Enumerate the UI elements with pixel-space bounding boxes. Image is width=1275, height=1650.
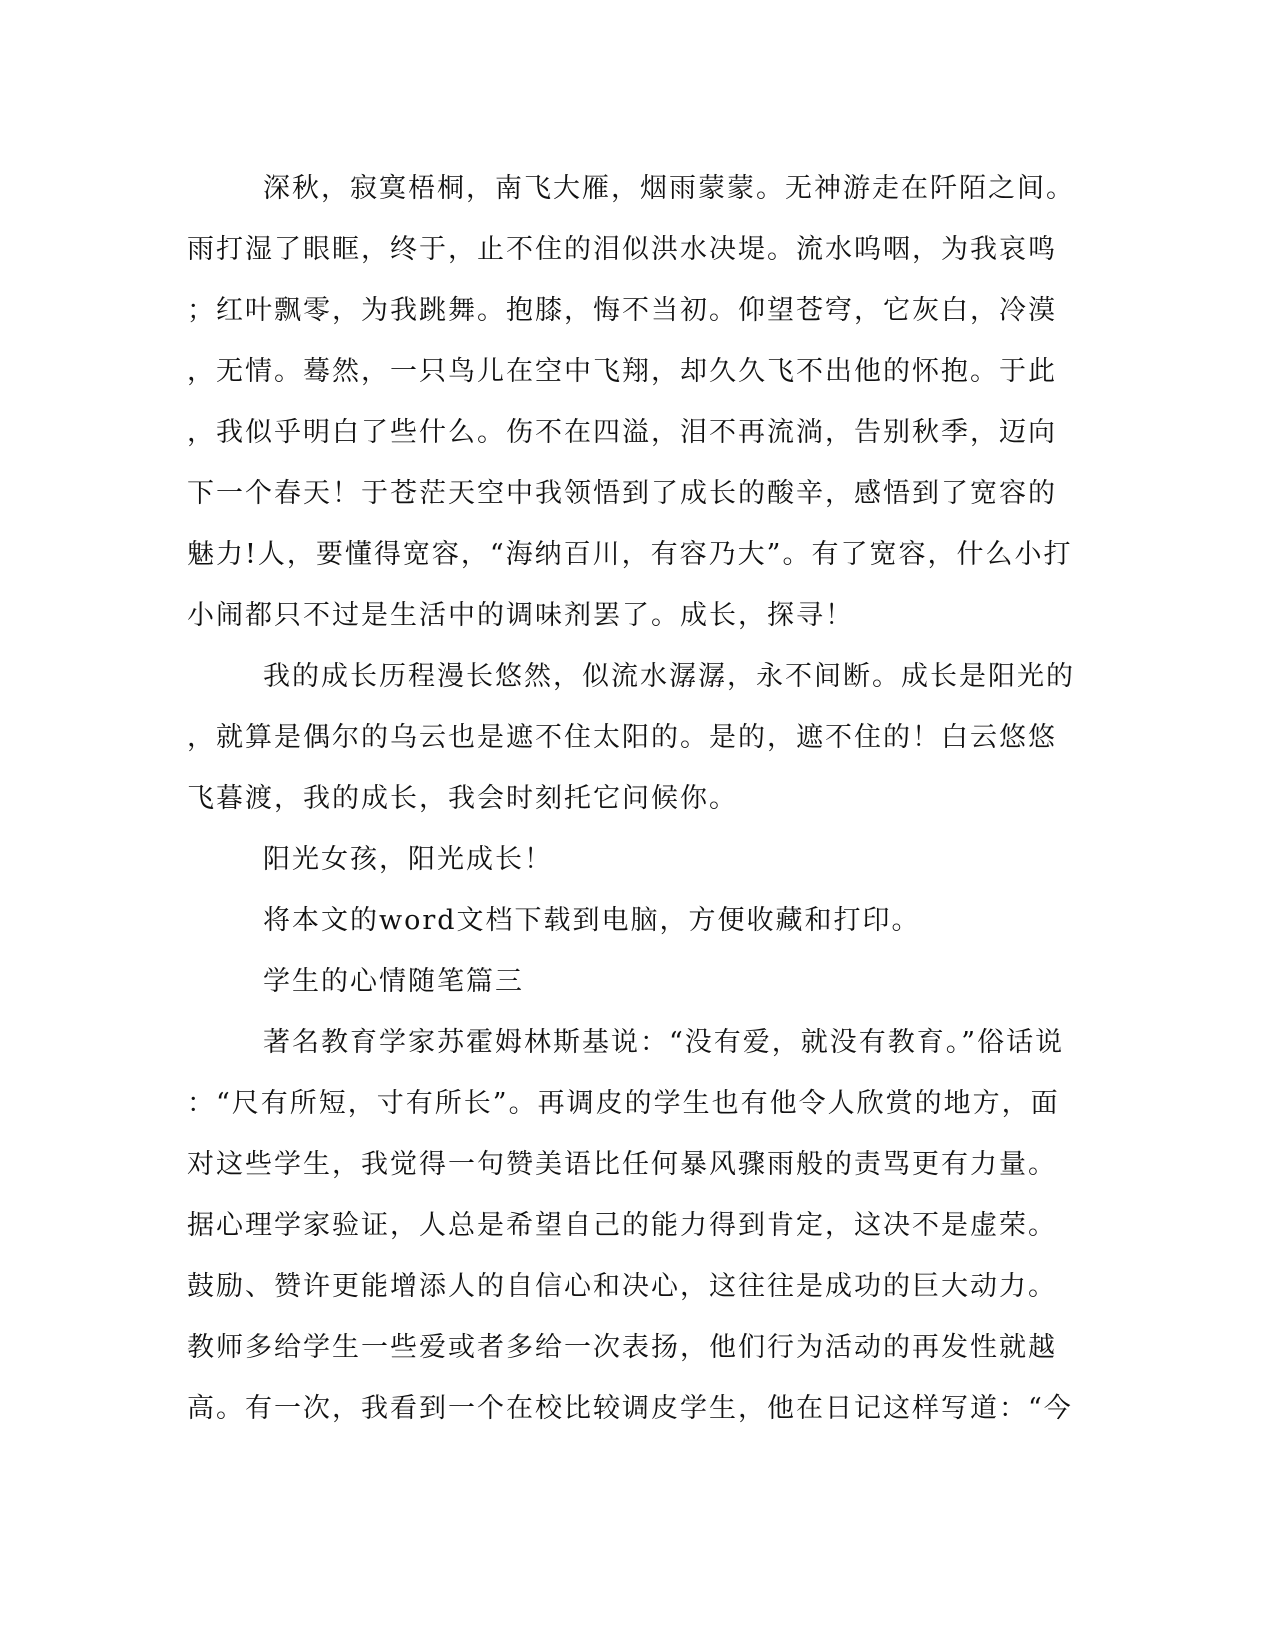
paragraph-line: 据心理学家验证，人总是希望自己的能力得到肯定，这决不是虚荣。 [187, 1210, 1057, 1241]
paragraph-line: 深秋，寂寞梧桐，南飞大雁，烟雨蒙蒙。无神游走在阡陌之间。 [263, 173, 1075, 204]
paragraph-line: 对这些学生，我觉得一句赞美语比任何暴风骤雨般的责骂更有力量。 [187, 1149, 1057, 1180]
paragraph-line: 小闹都只不过是生活中的调味剂罢了。成长，探寻！ [187, 600, 854, 631]
paragraph-line: 我的成长历程漫长悠然，似流水潺潺，永不间断。成长是阳光的 [263, 661, 1075, 692]
download-note-text: 将本文的word文档下载到电脑，方便收藏和打印。 [263, 905, 921, 936]
paragraph-line: 阳光女孩，阳光成长！ [263, 844, 553, 875]
paragraph-deep-autumn [187, 158, 1087, 646]
paragraph-education-quote [187, 1012, 1087, 1439]
section-title-text: 学生的心情随笔篇三 [263, 966, 524, 997]
paragraph-sunshine-girl [187, 829, 1087, 890]
paragraph-line: ，就算是偶尔的乌云也是遮不住太阳的。是的，遮不住的！白云悠悠 [187, 722, 1057, 753]
paragraph-line: 教师多给学生一些爱或者多给一次表扬，他们行为活动的再发性就越 [187, 1332, 1057, 1363]
paragraph-growth-process [187, 646, 1087, 829]
paragraph-line: 著名教育学家苏霍姆林斯基说：“没有爱，就没有教育。”俗话说 [263, 1027, 1065, 1058]
paragraph-line: 魅力!人，要懂得宽容，“海纳百川，有容乃大”。有了宽容，什么小打 [187, 539, 1073, 570]
paragraph-line: ：“尺有所短，寸有所长”。再调皮的学生也有他令人欣赏的地方，面 [187, 1088, 1060, 1119]
paragraph-line: 鼓励、赞许更能增添人的自信心和决心，这往往是成功的巨大动力。 [187, 1271, 1057, 1302]
paragraph-line: ，我似乎明白了些什么。伤不在四溢，泪不再流淌，告别秋季，迈向 [187, 417, 1057, 448]
paragraph-line: ，无情。蓦然，一只鸟儿在空中飞翔，却久久飞不出他的怀抱。于此 [187, 356, 1057, 387]
paragraph-download-note [187, 890, 1087, 951]
paragraph-line: 高。有一次，我看到一个在校比较调皮学生，他在日记这样写道：“今 [187, 1393, 1073, 1424]
paragraph-line: 下一个春天！于苍茫天空中我领悟到了成长的酸辛，感悟到了宽容的 [187, 478, 1057, 509]
paragraph-line: 飞暮渡，我的成长，我会时刻托它问候你。 [187, 783, 738, 814]
section-title [187, 951, 1087, 1012]
paragraph-line: ；红叶飘零，为我跳舞。抱膝，悔不当初。仰望苍穹，它灰白，冷漠 [187, 295, 1057, 326]
document-body [187, 158, 1087, 1439]
paragraph-line: 雨打湿了眼眶，终于，止不住的泪似洪水决堤。流水呜咽，为我哀鸣 [187, 234, 1057, 265]
